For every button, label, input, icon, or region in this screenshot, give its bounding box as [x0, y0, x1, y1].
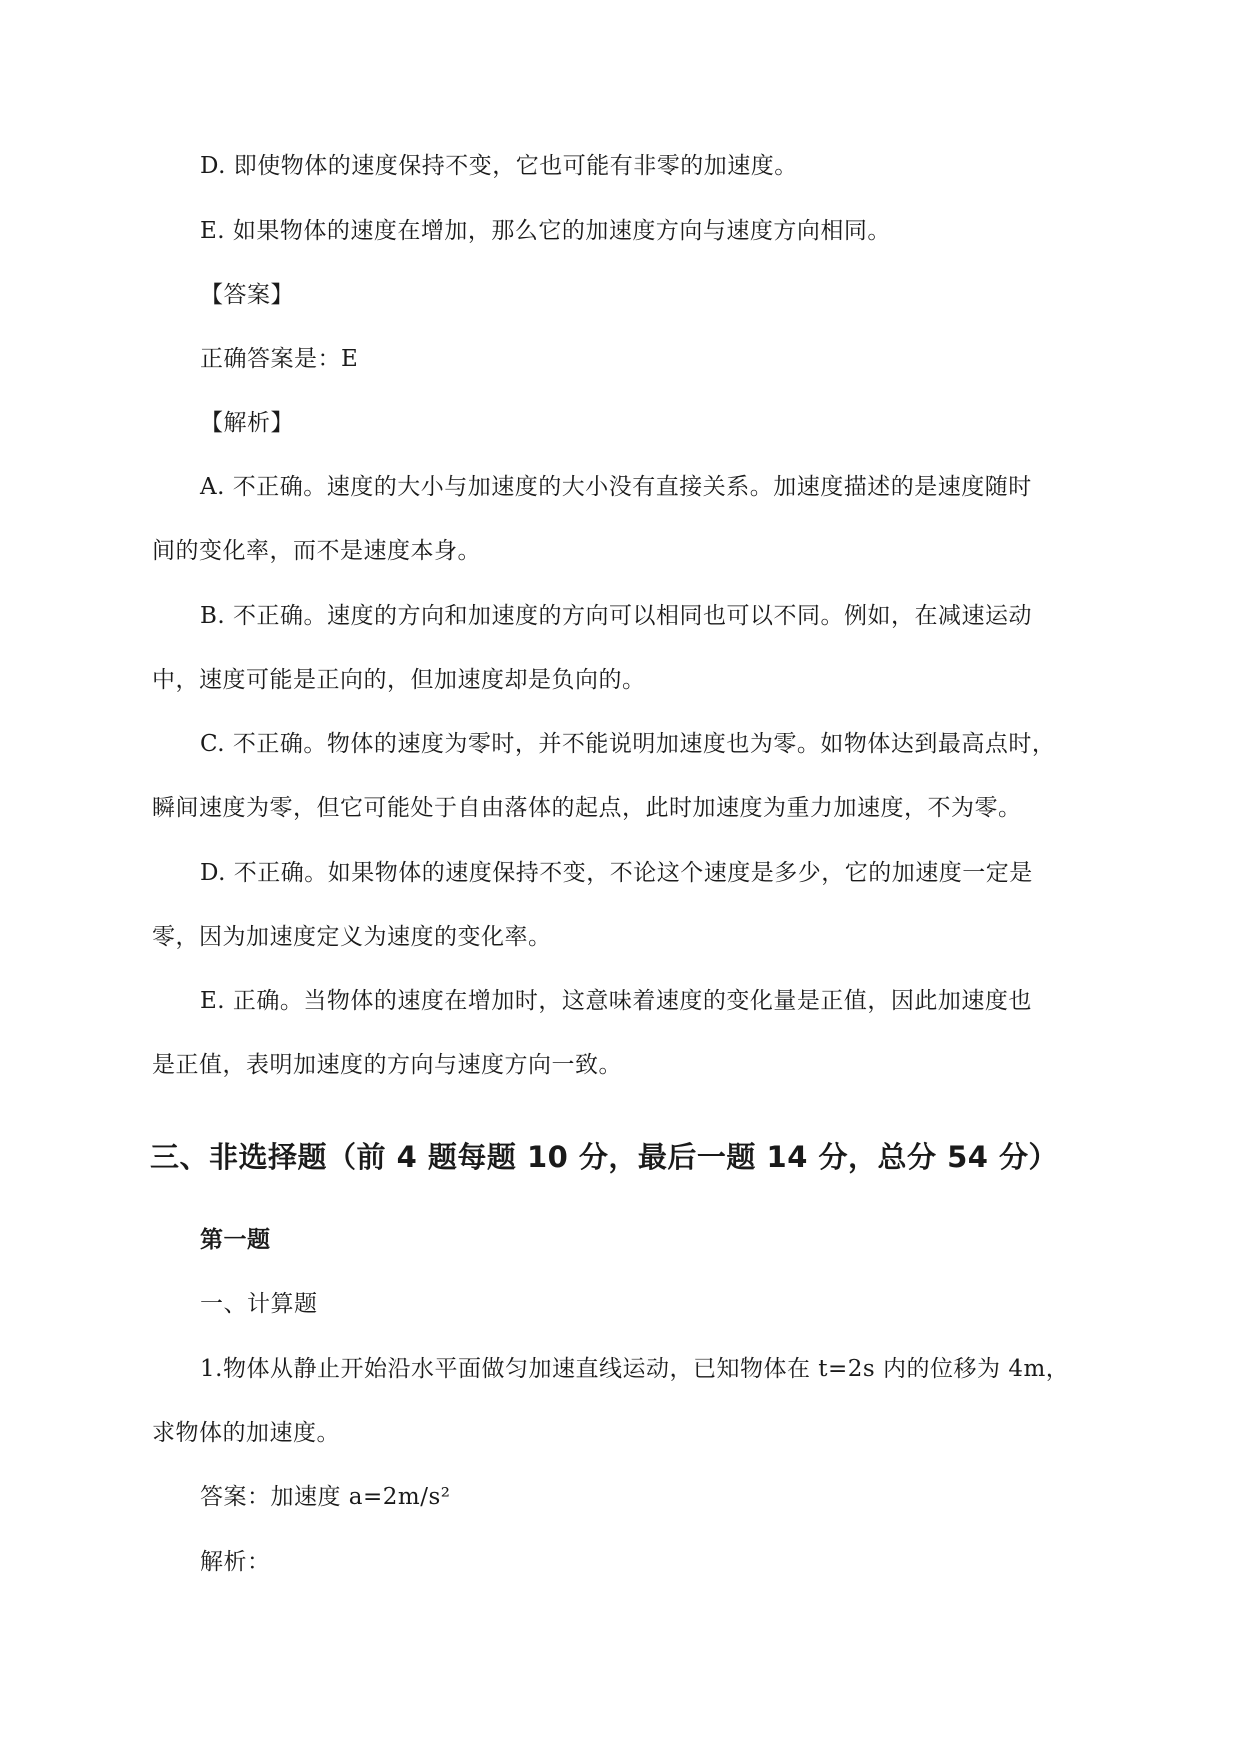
- analysis-c-line-1: C. 不正确。物体的速度为零时，并不能说明加速度也为零。如物体达到最高点时，: [200, 731, 1056, 757]
- analysis-c-line-2: 瞬间速度为零，但它可能处于自由落体的起点，此时加速度为重力加速度，不为零。: [152, 795, 1022, 821]
- analysis-d-line-2: 零，因为加速度定义为速度的变化率。: [152, 924, 552, 950]
- section-heading: 三、非选择题（前 4 题每题 10 分，最后一题 14 分，总分 54 分）: [150, 1140, 1059, 1174]
- analysis-e-line-1: E. 正确。当物体的速度在增加时，这意味着速度的变化量是正值，因此加速度也: [200, 988, 1032, 1014]
- analysis-e-line-2: 是正值，表明加速度的方向与速度方向一致。: [152, 1052, 622, 1078]
- question-1-line-2: 求物体的加速度。: [152, 1420, 340, 1446]
- answer-label: 【答案】: [200, 282, 294, 308]
- option-e: E. 如果物体的速度在增加，那么它的加速度方向与速度方向相同。: [200, 218, 891, 244]
- analysis-b-line-1: B. 不正确。速度的方向和加速度的方向可以相同也可以不同。例如，在减速运动: [200, 603, 1033, 629]
- analysis-a-line-1: A. 不正确。速度的大小与加速度的大小没有直接关系。加速度描述的是速度随时: [200, 474, 1032, 500]
- analysis-b-line-2: 中，速度可能是正向的，但加速度却是负向的。: [152, 667, 646, 693]
- answer-text: 正确答案是：E: [200, 346, 359, 372]
- question-type: 一、计算题: [200, 1291, 318, 1317]
- analysis-label: 【解析】: [200, 410, 294, 436]
- question-analysis-label: 解析：: [200, 1549, 271, 1575]
- question-title: 第一题: [200, 1227, 271, 1253]
- question-answer: 答案：加速度 a=2m/s²: [200, 1484, 451, 1510]
- question-1-line-1: 1.物体从静止开始沿水平面做匀加速直线运动，已知物体在 t=2s 内的位移为 4m，: [200, 1356, 1070, 1382]
- analysis-d-line-1: D. 不正确。如果物体的速度保持不变，不论这个速度是多少，它的加速度一定是: [200, 860, 1033, 886]
- option-d: D. 即使物体的速度保持不变，它也可能有非零的加速度。: [200, 153, 798, 179]
- analysis-a-line-2: 间的变化率，而不是速度本身。: [152, 538, 481, 564]
